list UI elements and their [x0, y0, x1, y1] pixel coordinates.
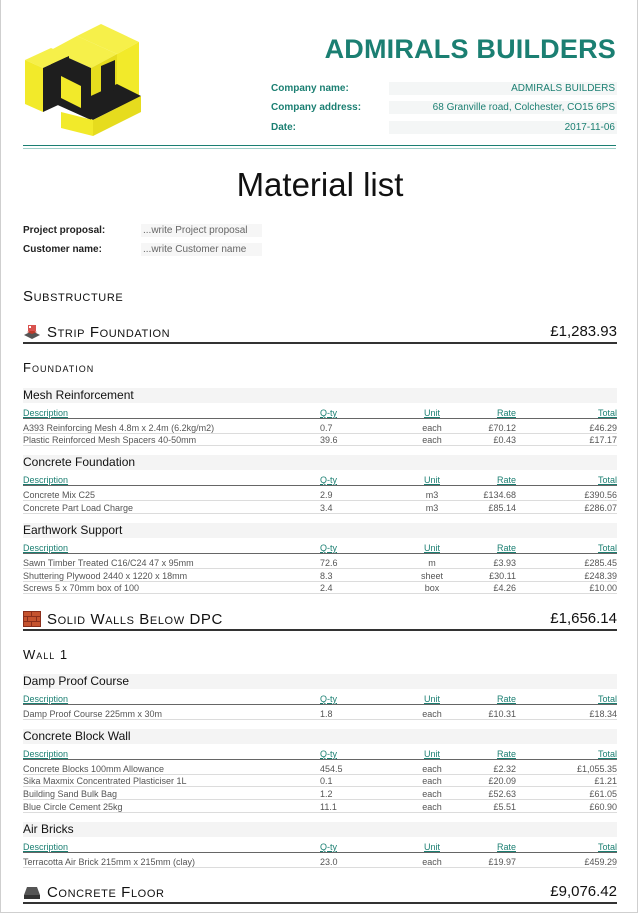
item-rate: £2.32 [493, 764, 516, 774]
item-total: £248.39 [584, 571, 617, 581]
item-unit: each [422, 776, 442, 786]
item-total: £285.45 [584, 558, 617, 568]
item-rate: £3.93 [493, 558, 516, 568]
col-rate: Rate [496, 475, 516, 485]
item-unit: box [424, 583, 440, 593]
group-title: Earthwork Support [23, 523, 617, 538]
subsection-title: Foundation [23, 360, 95, 375]
table-row [23, 557, 617, 569]
item-unit: each [422, 709, 442, 719]
item-unit: each [422, 789, 442, 799]
table-row [23, 434, 617, 446]
category-total: £9,076.42 [550, 883, 617, 900]
item-qty: 8.3 [320, 571, 333, 581]
item-description: Sika Maxmix Concentrated Plasticiser 1L [23, 776, 187, 786]
table-row [23, 570, 617, 582]
col-total: Total [597, 475, 617, 485]
item-qty: 72.6 [320, 558, 338, 568]
table-row [23, 801, 617, 813]
item-description: Concrete Mix C25 [23, 490, 96, 500]
col-qty: Q-ty [320, 842, 337, 852]
category-name: Concrete Floor [47, 884, 165, 901]
company-title: ADMIRALS BUILDERS [324, 34, 616, 64]
foundation-icon [23, 323, 41, 341]
item-total: £1.21 [594, 776, 617, 786]
item-rate: £30.11 [489, 571, 516, 581]
table-row [23, 775, 617, 787]
item-qty: 2.4 [320, 583, 333, 593]
item-qty: 11.1 [320, 802, 337, 812]
item-description: Damp Proof Course 225mm x 30m [23, 709, 163, 719]
col-total: Total [597, 842, 617, 852]
subsection-title: Wall 1 [23, 647, 69, 662]
col-qty: Q-ty [320, 694, 337, 704]
table-row [23, 708, 617, 720]
header-divider [23, 145, 616, 146]
col-qty: Q-ty [320, 475, 337, 485]
item-rate: £10.31 [488, 709, 516, 719]
item-unit: each [422, 764, 442, 774]
item-description: Concrete Part Load Charge [23, 503, 134, 513]
document-title: Material list [236, 166, 404, 203]
table-header [23, 748, 617, 760]
col-description: Description [23, 475, 69, 485]
item-unit: each [422, 423, 442, 433]
table-header [23, 407, 617, 419]
col-qty: Q-ty [320, 408, 337, 418]
col-unit: Unit [423, 749, 440, 759]
table-header [23, 474, 617, 486]
table-header [23, 841, 617, 853]
table-row [23, 582, 617, 594]
item-description: Building Sand Bulk Bag [23, 789, 118, 799]
col-total: Total [597, 543, 617, 553]
item-qty: 1.8 [320, 709, 333, 719]
customer-name-field[interactable]: ...write Customer name [141, 243, 262, 256]
project-proposal-field[interactable]: ...write Project proposal [141, 224, 262, 237]
item-rate: £20.09 [488, 776, 516, 786]
item-total: £10.00 [589, 583, 617, 593]
item-rate: £85.14 [488, 503, 516, 513]
col-qty: Q-ty [320, 543, 337, 553]
col-description: Description [23, 408, 69, 418]
category-concrete-floor [23, 882, 617, 904]
customer-name-label: Customer name: [23, 244, 102, 255]
item-description: Plastic Reinforced Mesh Spacers 40-50mm [23, 435, 197, 445]
item-rate: £70.12 [488, 423, 516, 433]
company-name-field[interactable]: ADMIRALS BUILDERS [389, 82, 617, 95]
item-total: £459.29 [584, 857, 617, 867]
item-unit: m3 [425, 503, 439, 513]
category-total: £1,656.14 [550, 610, 617, 627]
item-unit: each [422, 857, 442, 867]
col-total: Total [597, 408, 617, 418]
item-qty: 0.7 [320, 423, 333, 433]
table-row [23, 856, 617, 868]
company-address-row [271, 102, 617, 115]
item-unit: m3 [425, 490, 439, 500]
category-name: Strip Foundation [47, 324, 171, 341]
table-row [23, 788, 617, 800]
col-total: Total [597, 749, 617, 759]
category-strip-foundation [23, 322, 617, 344]
item-description: Shuttering Plywood 2440 x 1220 x 18mm [23, 571, 188, 581]
col-unit: Unit [423, 543, 440, 553]
table-header [23, 693, 617, 705]
section-title: Substructure [23, 288, 124, 305]
item-description: Blue Circle Cement 25kg [23, 802, 123, 812]
item-qty: 0.1 [320, 776, 333, 786]
col-description: Description [23, 694, 69, 704]
item-qty: 454.5 [320, 764, 343, 774]
item-description: Terracotta Air Brick 215mm x 215mm (clay) [23, 857, 196, 867]
item-description: Sawn Timber Treated C16/C24 47 x 95mm [23, 558, 194, 568]
group-title: Concrete Block Wall [23, 729, 617, 744]
col-rate: Rate [496, 749, 516, 759]
date-row [271, 122, 617, 135]
item-qty: 2.9 [320, 490, 333, 500]
group-title: Air Bricks [23, 822, 617, 837]
col-unit: Unit [423, 475, 440, 485]
item-total: £1,055.35 [576, 764, 617, 774]
category-total: £1,283.93 [550, 323, 617, 340]
project-proposal-label: Project proposal: [23, 225, 106, 236]
item-description: A393 Reinforcing Mesh 4.8m x 2.4m (6.2kg/m2) [23, 423, 215, 433]
col-unit: Unit [423, 408, 440, 418]
date-label: Date: [271, 122, 297, 133]
item-rate: £4.26 [493, 583, 516, 593]
item-rate: £134.68 [483, 490, 516, 500]
table-row [23, 763, 617, 775]
col-total: Total [597, 694, 617, 704]
group-title: Mesh Reinforcement [23, 388, 617, 403]
item-qty: 3.4 [320, 503, 333, 513]
company-name-row [271, 83, 617, 96]
project-proposal-row [23, 225, 617, 238]
item-unit: sheet [420, 571, 444, 581]
table-row [23, 489, 617, 501]
col-description: Description [23, 842, 69, 852]
col-rate: Rate [496, 543, 516, 553]
company-address-label: Company address: [271, 102, 362, 113]
col-description: Description [23, 749, 69, 759]
item-rate: £5.51 [493, 802, 516, 812]
item-total: £18.34 [589, 709, 617, 719]
item-unit: each [422, 802, 442, 812]
item-qty: 23.0 [320, 857, 338, 867]
item-qty: 1.2 [320, 789, 333, 799]
company-name-label: Company name: [271, 83, 349, 94]
item-qty: 39.6 [320, 435, 338, 445]
col-unit: Unit [423, 842, 440, 852]
item-total: £390.56 [584, 490, 617, 500]
col-unit: Unit [423, 694, 440, 704]
table-row [23, 422, 617, 434]
col-rate: Rate [496, 842, 516, 852]
table-row [23, 502, 617, 514]
col-qty: Q-ty [320, 749, 337, 759]
header-divider-secondary [23, 148, 616, 149]
item-rate: £19.97 [488, 857, 516, 867]
item-total: £61.05 [589, 789, 617, 799]
col-rate: Rate [496, 694, 516, 704]
company-logo-icon [21, 20, 143, 140]
item-total: £46.29 [589, 423, 617, 433]
date-field[interactable]: 2017-11-06 [389, 121, 617, 134]
item-total: £60.90 [589, 802, 617, 812]
item-description: Concrete Blocks 100mm Allowance [23, 764, 165, 774]
item-unit: m [428, 558, 436, 568]
item-rate: £0.43 [493, 435, 516, 445]
company-address-field[interactable]: 68 Granville road, Colchester, CO15 6PS [389, 101, 617, 114]
col-rate: Rate [496, 408, 516, 418]
category-name: Solid Walls Below DPC [47, 611, 223, 628]
item-total: £286.07 [584, 503, 617, 513]
category-solid-walls [23, 609, 617, 631]
item-unit: each [422, 435, 442, 445]
item-rate: £52.63 [488, 789, 516, 799]
group-title: Concrete Foundation [23, 455, 617, 470]
table-header [23, 542, 617, 554]
item-total: £17.17 [589, 435, 617, 445]
concrete-slab-icon [23, 883, 41, 901]
customer-name-row [23, 244, 617, 257]
item-description: Screws 5 x 70mm box of 100 [23, 583, 140, 593]
group-title: Damp Proof Course [23, 674, 617, 689]
brick-wall-icon [23, 610, 41, 628]
col-description: Description [23, 543, 69, 553]
